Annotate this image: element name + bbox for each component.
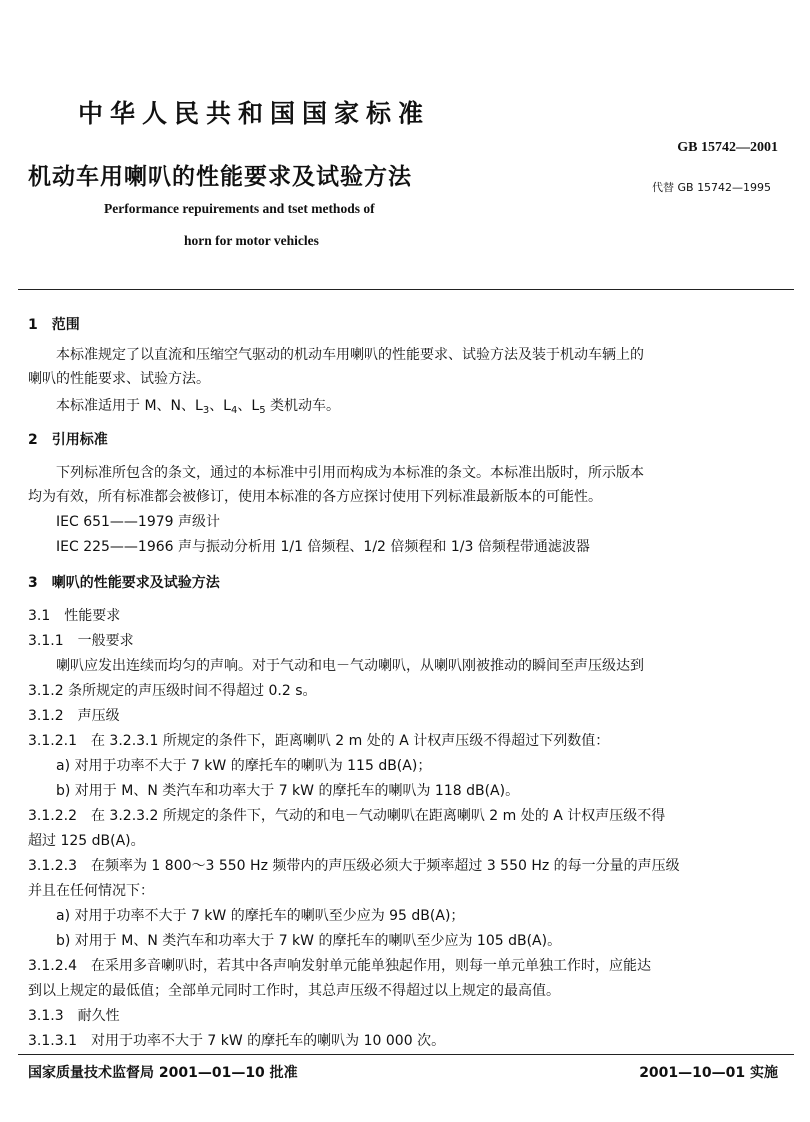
approval-date: 国家质量技术监督局 2001—01—10 批准 [28, 1065, 298, 1081]
clause-3-1-3-1: 3.1.3.1 对用于功率不大于 7 kW 的摩托车的喇叭为 10 000 次。 [28, 1033, 446, 1049]
scope-sep-2: 、L [237, 398, 260, 414]
reference-iec-651: IEC 651——1979 声级计 [56, 514, 221, 530]
clause-3-1-1-line1: 喇叭应发出连续而均匀的声响。对于气动和电－气动喇叭，从喇叭刚被推动的瞬间至声压级达到 [56, 658, 644, 674]
header-divider [18, 289, 794, 290]
scope-prefix: 本标准适用于 M、N、L [56, 398, 203, 414]
clause-3-1: 3.1 性能要求 [28, 608, 121, 624]
section-2-heading: 2 引用标准 [28, 432, 108, 448]
reference-iec-225: IEC 225——1966 声与振动分析用 1/1 倍频程、1/2 倍频程和 1/3 倍频程带通滤波器 [56, 539, 590, 555]
clause-3-1-1-line2: 3.1.2 条所规定的声压级时间不得超过 0.2 s。 [28, 683, 317, 699]
scope-suffix: 类机动车。 [265, 398, 341, 414]
clause-3-1-2-3-item-a: a) 对用于功率不大于 7 kW 的摩托车的喇叭至少应为 95 dB(A)； [56, 908, 465, 924]
section-2-paragraph-line1: 下列标准所包含的条文，通过的本标准中引用而构成为本标准的条文。本标准出版时，所示版本 [56, 465, 644, 481]
section-1-paragraph-line1: 本标准规定了以直流和压缩空气驱动的机动车用喇叭的性能要求、试验方法及装于机动车辆上的 [56, 347, 644, 363]
clause-3-1-2-4-line1: 3.1.2.4 在采用多音喇叭时，若其中各声响发射单元能单独起作用，则每一单元单独工作时，应能达 [28, 958, 651, 974]
clause-3-1-2-1-item-a: a) 对用于功率不大于 7 kW 的摩托车的喇叭为 115 dB(A)； [56, 758, 432, 774]
standard-code: GB 15742—2001 [677, 140, 778, 155]
document-title-english-line1: Performance repuirements and tset methods of [104, 201, 375, 216]
clause-3-1-3: 3.1.3 耐久性 [28, 1008, 120, 1024]
section-1-heading: 1 范围 [28, 317, 80, 333]
clause-3-1-2: 3.1.2 声压级 [28, 708, 120, 724]
clause-3-1-2-1-item-b: b) 对用于 M、N 类汽车和功率大于 7 kW 的摩托车的喇叭为 118 dB(A)。 [56, 783, 520, 799]
scope-sub-3: 3 [202, 405, 210, 416]
section-3-heading: 3 喇叭的性能要求及试验方法 [28, 575, 220, 591]
footer-divider [18, 1054, 794, 1055]
section-1-scope-line [56, 396, 340, 421]
effective-date: 2001—10—01 实施 [639, 1065, 778, 1081]
clause-3-1-2-3-line2: 并且在任何情况下： [28, 883, 154, 899]
national-standard-heading: 中华人民共和国国家标准 [78, 99, 431, 128]
document-title-chinese: 机动车用喇叭的性能要求及试验方法 [28, 164, 412, 190]
document-title-english-line2: horn for motor vehicles [184, 233, 319, 248]
section-2-paragraph-line2: 均为有效，所有标准都会被修订，使用本标准的各方应探讨使用下列标准最新版本的可能性。 [28, 489, 602, 505]
clause-3-1-2-1: 3.1.2.1 在 3.2.3.1 所规定的条件下，距离喇叭 2 m 处的 A 计权声压级不得超过下列数值： [28, 733, 610, 749]
replaces-standard: 代替 GB 15742—1995 [652, 181, 772, 194]
scope-sub-4: 4 [231, 405, 238, 416]
scope-sep-1: 、L [209, 398, 231, 414]
clause-3-1-2-2-line1: 3.1.2.2 在 3.2.3.2 所规定的条件下，气动的和电－气动喇叭在距离喇叭 2 m 处的 A 计权声压级不得 [28, 808, 666, 824]
section-1-paragraph-line2: 喇叭的性能要求、试验方法。 [28, 371, 210, 387]
clause-3-1-1: 3.1.1 一般要求 [28, 633, 134, 649]
clause-3-1-2-3-line1: 3.1.2.3 在频率为 1 800～3 550 Hz 频带内的声压级必须大于频率超过 3 550 Hz 的每一分量的声压级 [28, 858, 680, 874]
clause-3-1-2-3-item-b: b) 对用于 M、N 类汽车和功率大于 7 kW 的摩托车的喇叭至少应为 105 dB(A)。 [56, 933, 562, 949]
clause-3-1-2-2-line2: 超过 125 dB(A)。 [28, 833, 145, 849]
scope-sub-5: 5 [259, 405, 266, 416]
clause-3-1-2-4-line2: 到以上规定的最低值；全部单元同时工作时，其总声压级不得超过以上规定的最高值。 [28, 983, 560, 999]
